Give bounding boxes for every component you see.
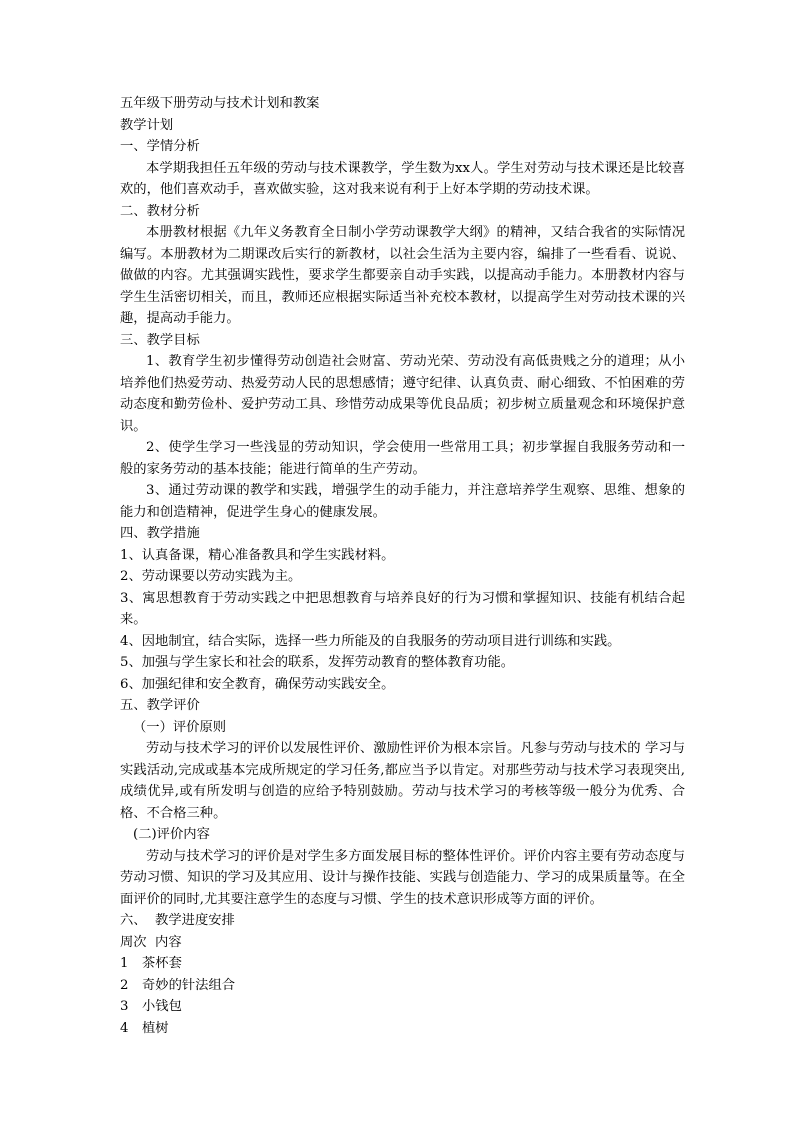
week-number: 3 bbox=[120, 999, 129, 1014]
schedule-row bbox=[120, 975, 685, 997]
paragraph: 本册教材根据《九年义务教育全日制小学劳动课教学大纲》的精神，又结合我省的实际情况编写。本册教材为二期课改后实行的新教材，以社会生活为主要内容，编排了一些看看、说说、做做的内容。尤其强调实践性，要求学生都要亲自动手实践，以提高动手能力。本册教材内容与学生生活密切相关，而且，教师还应根据实际适当补充校本教材，以提高学生对劳动技术课的兴趣，提高动手能力。 bbox=[120, 225, 685, 326]
schedule-header: 周次 内容 bbox=[120, 934, 182, 950]
paragraph: 2、使学生学习一些浅显的劳动知识，学会使用一些常用工具；初步掌握自我服务劳动和一般的家务劳动的基本技能；能进行简单的生产劳动。 bbox=[120, 440, 685, 477]
week-content: 奇妙的针法组合 bbox=[142, 977, 236, 993]
paragraph: 3、通过劳动课的教学和实践，增强学生的动手能力，并注意培养学生观察、思维、想象的能力和创造精神，促进学生身心的健康发展。 bbox=[120, 483, 685, 520]
week-content: 小钱包 bbox=[142, 999, 182, 1014]
schedule-row bbox=[120, 996, 685, 1018]
section-heading-4: 四、教学措施 bbox=[120, 526, 200, 541]
section-heading-5: 五、教学评价 bbox=[120, 698, 200, 713]
week-number: 4 bbox=[120, 1020, 129, 1036]
paragraph: 劳动与技术学习的评价是对学生多方面发展目标的整体性评价。评价内容主要有劳动态度与劳动习惯、知识的学习及其应用、设计与操作技能、实践与创造能力、学习的成果质量等。在全面评价的同时,尤其要注意学生的态度与习惯、学生的技术意识形成等方面的评价。 bbox=[120, 848, 685, 907]
paragraph: 本学期我担任五年级的劳动与技术课教学，学生数为xx人。学生对劳动与技术课还是比较喜欢的，他们喜欢动手，喜欢做实验，这对我来说有利于上好本学期的劳动技术课。 bbox=[120, 160, 685, 197]
list-item: 6、加强纪律和安全教育，确保劳动实践安全。 bbox=[120, 676, 395, 692]
week-number: 2 bbox=[120, 977, 129, 993]
list-item: 5、加强与学生家长和社会的联系，发挥劳动教育的整体教育功能。 bbox=[120, 655, 515, 670]
list-item: 4、因地制宜，结合实际，选择一些力所能及的自我服务的劳动项目进行训练和实践。 bbox=[120, 633, 621, 649]
schedule-row bbox=[120, 953, 685, 975]
section-heading-3: 三、教学目标 bbox=[120, 332, 200, 348]
document-title: 五年级下册劳动与技术计划和教案 bbox=[120, 96, 320, 111]
subsection-heading: (二)评价内容 bbox=[133, 827, 210, 842]
week-content: 茶杯套 bbox=[142, 956, 182, 971]
section-heading-1: 一、学情分析 bbox=[120, 139, 200, 154]
week-number: 1 bbox=[120, 956, 129, 971]
list-item: 3、寓思想教育于劳动实践之中把思想教育与培养良好的行为习惯和掌握知识、技能有机结合起来。 bbox=[120, 590, 685, 627]
subsection-heading: （一）评价原则 bbox=[133, 719, 227, 735]
schedule-row bbox=[120, 1018, 685, 1040]
week-content: 植树 bbox=[142, 1020, 169, 1036]
paragraph: 劳动与技术学习的评价以发展性评价、激励性评价为根本宗旨。凡参与劳动与技术的 学习与实践活动,完成或基本完成所规定的学习任务,都应当予以肯定。对那些劳动与技术学习表现突出,成绩优异,或有所发明与创造的应给予特别鼓励。劳动与技术学习的考核等级一般分为优秀、合格、不合格三种。 bbox=[120, 741, 685, 821]
list-item: 1、认真备课，精心准备教具和学生实践材料。 bbox=[120, 547, 395, 563]
section-heading-2: 二、教材分析 bbox=[120, 203, 200, 219]
section-heading-6: 六、 教学进度安排 bbox=[120, 913, 235, 928]
paragraph: 1、教育学生初步懂得劳动创造社会财富、劳动光荣、劳动没有高低贵贱之分的道理；从小培养他们热爱劳动、热爱劳动人民的思想感情；遵守纪律、认真负责、耐心细致、不怕困难的劳动态度和勤劳俭朴、爱护劳动工具、珍惜劳动成果等优良品质；初步树立质量观念和环境保护意识。 bbox=[120, 354, 685, 434]
list-item: 2、劳动课要以劳动实践为主。 bbox=[120, 569, 302, 584]
document-page bbox=[120, 93, 685, 1039]
document-subtitle: 教学计划 bbox=[120, 117, 174, 133]
